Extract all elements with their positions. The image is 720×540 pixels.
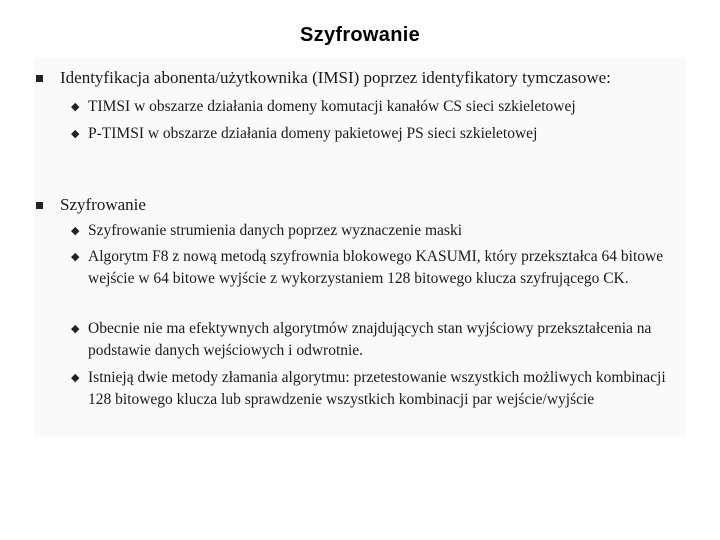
list-item: Algorytm F8 z nową metodą szyfrownia blokowego KASUMI, który przekształca 64 bitowe wejście w 64 bitowe wyjście z wykorzystaniem 128 bitowego klucza szyfrującego CK.	[88, 248, 664, 287]
square-bullet-icon	[36, 202, 43, 209]
diamond-bullet-icon: ◆	[71, 323, 80, 335]
content-area	[34, 58, 686, 436]
square-bullet-icon	[36, 75, 43, 82]
diamond-bullet-icon: ◆	[71, 128, 80, 140]
list-item: Istnieją dwie metody złamania algorytmu: przetestowanie wszystkich możliwych kombinacji 128 bitowego klucza lub sprawdzenie wszystkich kombinacji par wejście/wyjście	[88, 369, 666, 408]
list-item: P-TIMSI w obszarze działania domeny pakietowej PS sieci szkieletowej	[88, 125, 538, 142]
diamond-bullet-icon: ◆	[71, 225, 80, 237]
list-item: Szyfrowanie strumienia danych poprzez wyznaczenie maski	[88, 222, 462, 239]
section-heading: Szyfrowanie	[60, 195, 146, 214]
diamond-bullet-icon: ◆	[71, 372, 80, 384]
list-item: Obecnie nie ma efektywnych algorytmów znajdujących stan wyjściowy przekształcenia na podstawie danych wejściowych i odwrotnie.	[88, 320, 652, 359]
section-heading: Identyfikacja abonenta/użytkownika (IMSI) poprzez identyfikatory tymczasowe:	[60, 68, 611, 87]
list-item: TIMSI w obszarze działania domeny komutacji kanałów CS sieci szkieletowej	[88, 98, 576, 115]
slide-title: Szyfrowanie	[300, 24, 420, 46]
diamond-bullet-icon: ◆	[71, 251, 80, 263]
diamond-bullet-icon: ◆	[71, 101, 80, 113]
